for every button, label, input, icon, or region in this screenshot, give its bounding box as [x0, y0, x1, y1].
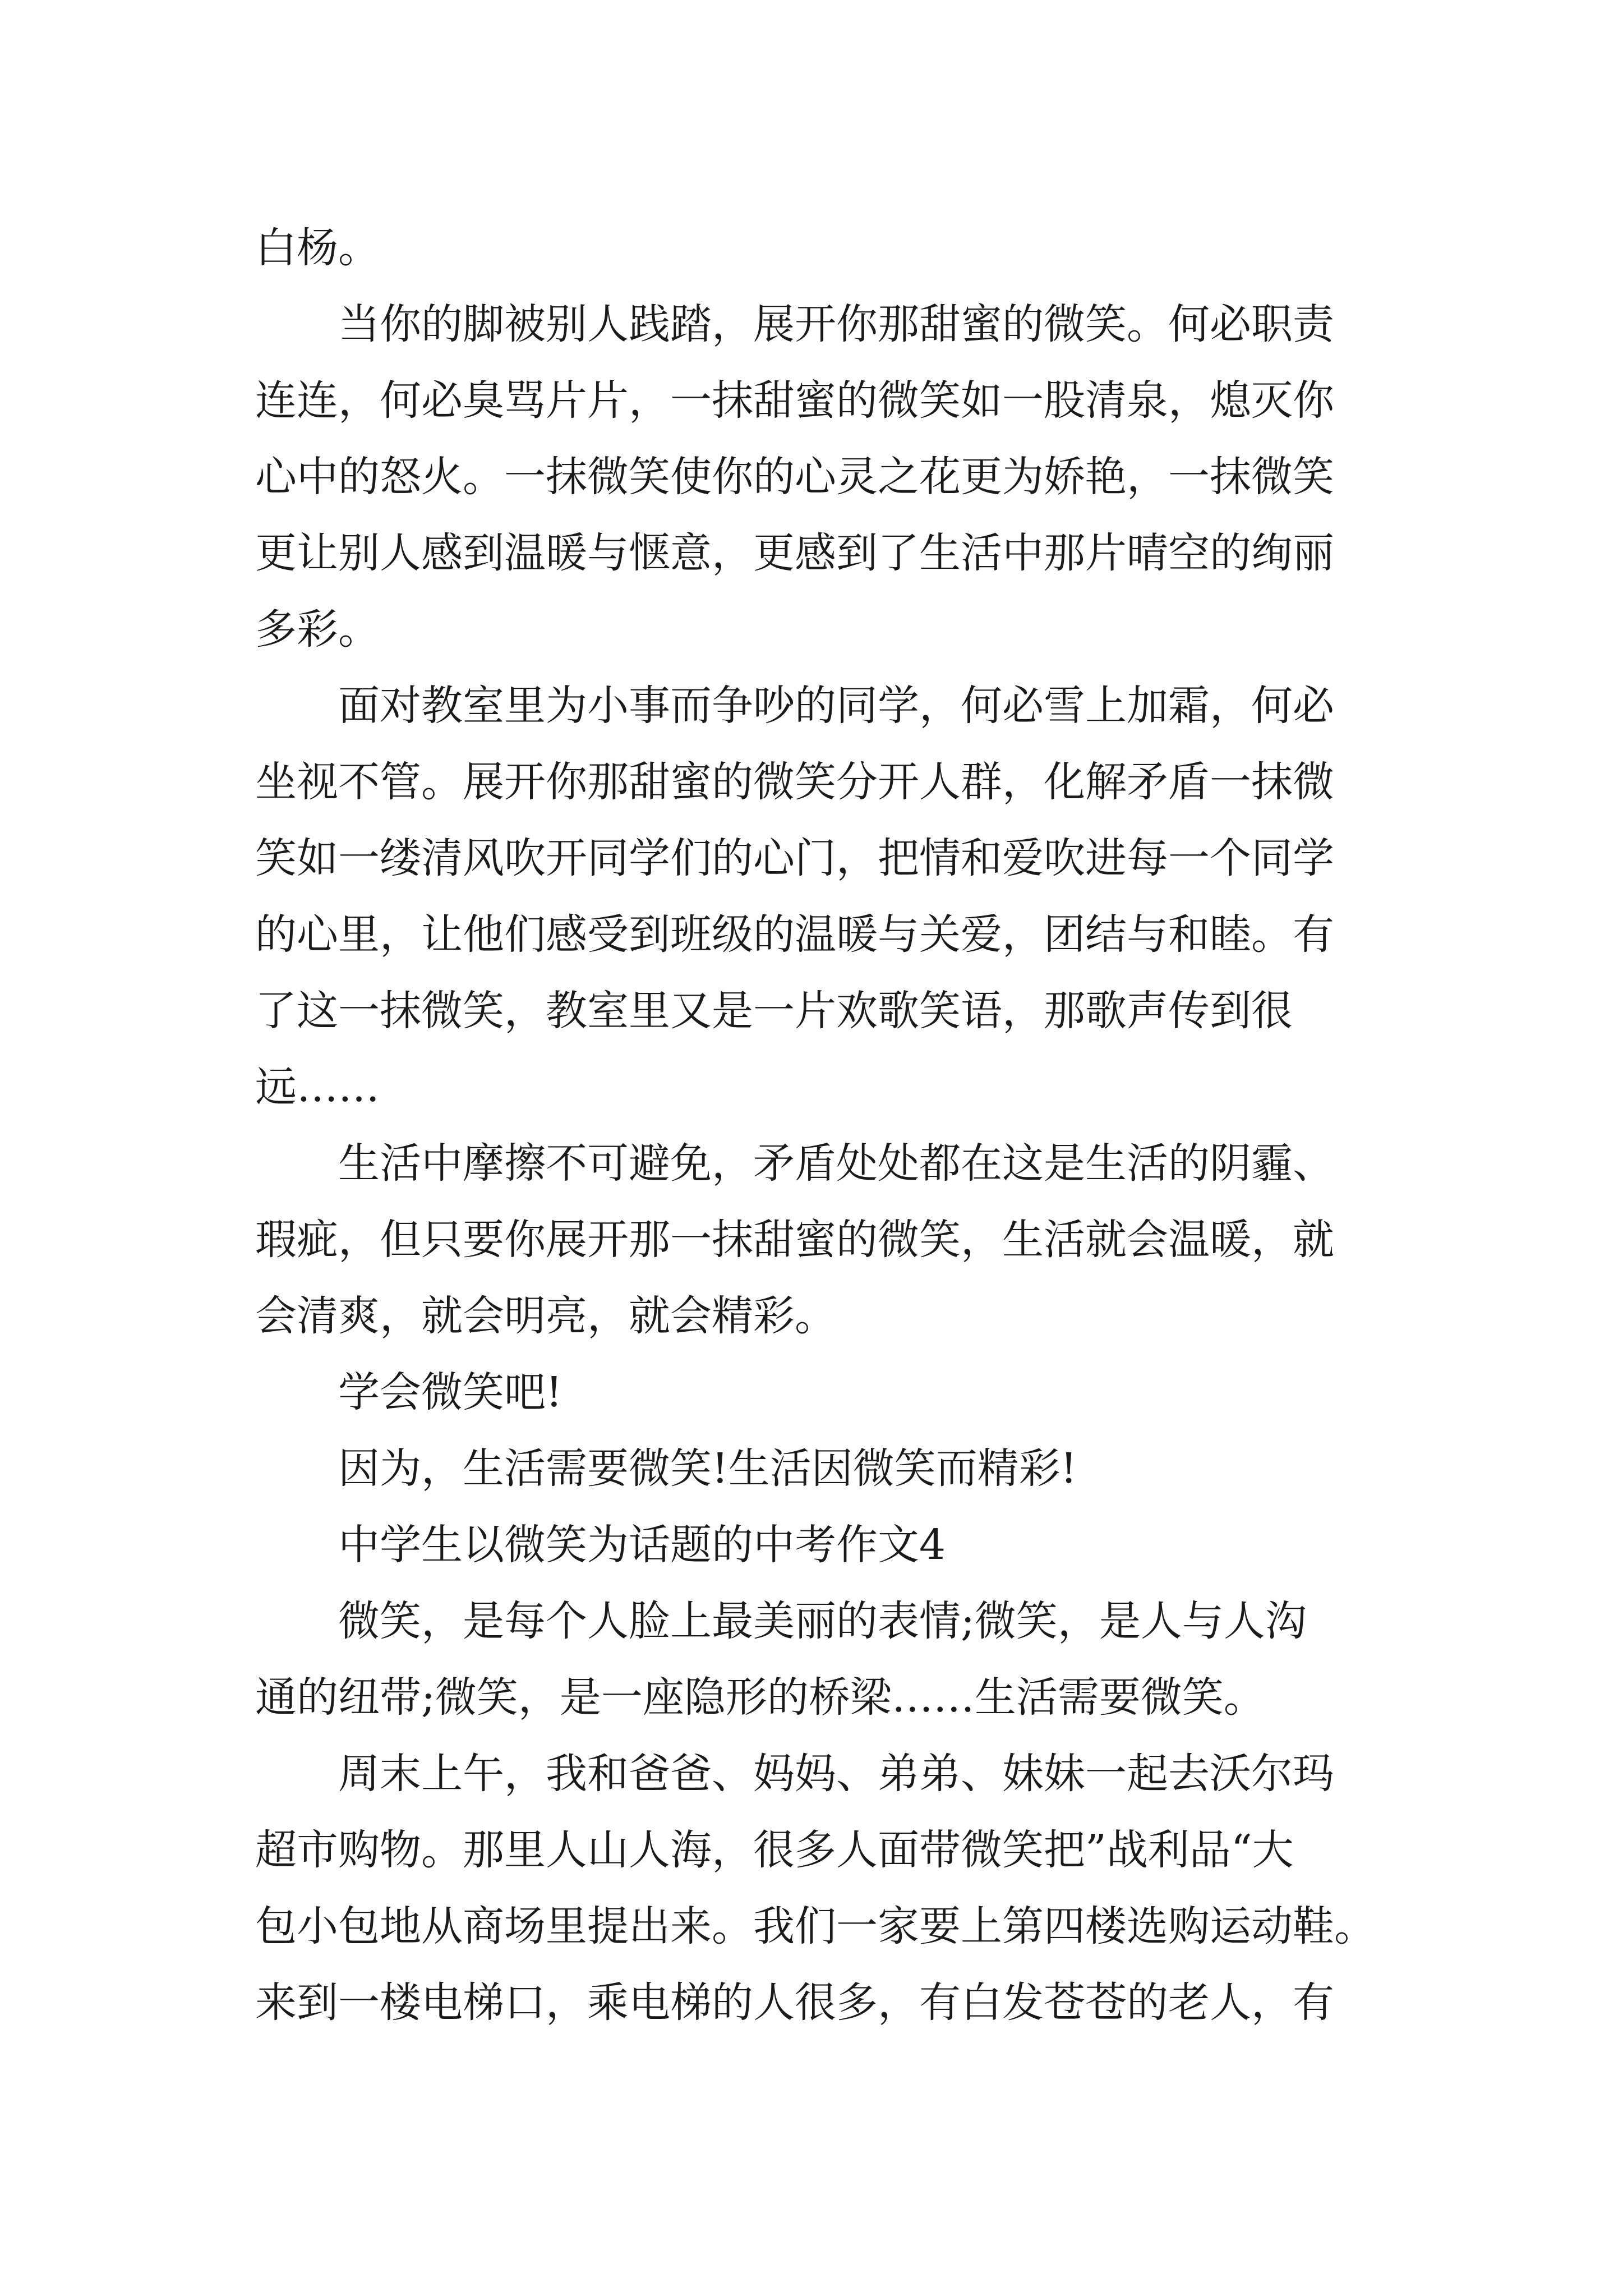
- text-line: 心中的怒火。一抹微笑使你的心灵之花更为娇艳，一抹微笑: [255, 453, 1334, 501]
- text-line: 连连，何必臭骂片片，一抹甜蜜的微笑如一股清泉，熄灭你: [255, 376, 1334, 425]
- text-line: 微笑，是每个人脸上最美丽的表情;微笑，是人与人沟: [338, 1597, 1307, 1645]
- text-line: 更让别人感到温暖与惬意，更感到了生活中那片晴空的绚丽: [255, 529, 1334, 577]
- text-line: 周末上午，我和爸爸、妈妈、弟弟、妹妹一起去沃尔玛: [338, 1750, 1334, 1798]
- text-line: 生活中摩擦不可避免，矛盾处处都在这是生活的阴霾、: [338, 1139, 1334, 1188]
- text-line: 通的纽带;微笑，是一座隐形的桥梁……生活需要微笑。: [255, 1673, 1265, 1722]
- text-line: 笑如一缕清风吹开同学们的心门，把情和爱吹进每一个同学: [255, 834, 1334, 882]
- text-line: 学会微笑吧!: [338, 1368, 562, 1416]
- text-line: 多彩。: [255, 605, 380, 654]
- text-line: 白杨。: [255, 224, 380, 272]
- text-line: 面对教室里为小事而争吵的同学，何必雪上加霜，何必: [338, 682, 1334, 730]
- text-line: 了这一抹微笑，教室里又是一片欢歌笑语，那歌声传到很: [255, 987, 1293, 1035]
- text-line: 因为，生活需要微笑!生活因微笑而精彩!: [338, 1444, 1077, 1493]
- text-line: 瑕疵，但只要你展开那一抹甜蜜的微笑，生活就会温暖，就: [255, 1216, 1334, 1264]
- section-heading: 中学生以微笑为话题的中考作文4: [338, 1521, 946, 1569]
- text-line: 包小包地从商场里提出来。我们一家要上第四楼选购运动鞋。: [255, 1902, 1376, 1950]
- text-line: 来到一楼电梯口，乘电梯的人很多，有白发苍苍的老人，有: [255, 1978, 1334, 2027]
- text-line: 会清爽，就会明亮，就会精彩。: [255, 1292, 836, 1340]
- text-line: 坐视不管。展开你那甜蜜的微笑分开人群，化解矛盾一抹微: [255, 758, 1334, 806]
- text-line: 当你的脚被别人践踏，展开你那甜蜜的微笑。何必职责: [338, 300, 1334, 348]
- text-line: 远……: [255, 1063, 380, 1111]
- text-line: 超市购物。那里人山人海，很多人面带微笑把”战利品“大: [255, 1826, 1294, 1874]
- text-line: 的心里，让他们感受到班级的温暖与关爱，团结与和睦。有: [255, 910, 1334, 959]
